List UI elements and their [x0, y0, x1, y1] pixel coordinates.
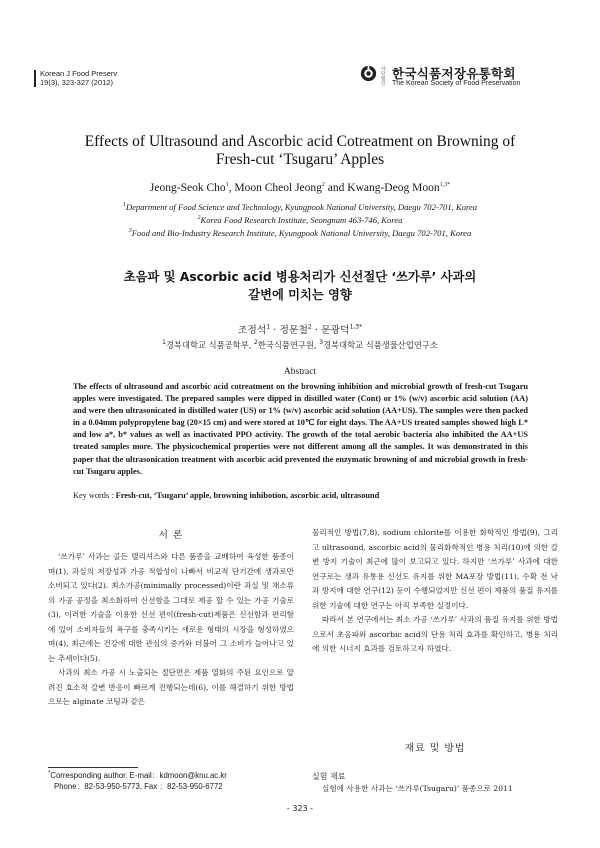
paragraph: ‘쓰가루’ 사과는 골든 델리셔스와 다른 품종을 교배하여 육성한 품종이며(1), 과실의 저장성과 가공 적합성이 나빠서 비교적 단기간에 생과로만 소비되고 있다(2). 최소가공(minimally processed)이란 과실 및 채소류의 가공 공정을 최소화하여 신선함을 그대로 제공 할 수 있는 가공 기술로(3), 이러한 기술을 이용한 신선 편이(fresh-cut)제품은 신선함과 편리함에 있어 소비자들의 욕구를 충족시키는 새로운 형태의 시장을 형성하였으며(4), 최근에는 건강에 대한 관심의 증가와 더불어 그 소비가 늘어나고 있는 추세이다(5).: [48, 552, 294, 663]
society-name-kr: 한국식품저장유통학회: [392, 66, 516, 81]
author-name-kr: 문광덕: [321, 325, 350, 336]
keywords-text: Fresh-cut, ‘Tsugaru’ apple, browning inhibotion, ascorbic acid, ultrasound: [115, 491, 380, 500]
authors-en: Jeong-Seok Cho$^1$, Moon Cheol Jeong$^2$ and Kwang-Deog Moon$^{1,3*}$: [149, 182, 451, 194]
paragraph: 따라서 본 연구에서는 최소 가공 ‘쓰가루’ 사과의 품질 유지를 위한 방법으로서 초음파와 ascorbic acid의 단용 처리 효과를 확인하고, 병용 처리에 의한 시너지 효과를 검토하고자 하였다.: [312, 615, 558, 654]
author-name: Kwang-Deog Moon: [347, 182, 440, 194]
affiliation-1: $^1$Department of Food Science and Technology, Kyungpook National University, Daegu 702-701, Korea: [122, 202, 478, 212]
methods-body: [312, 782, 558, 797]
journal-volume: 19(3), 323-327 (2012): [40, 78, 113, 87]
keywords: [73, 491, 528, 500]
affiliation-3: $^3$Food and Bio-Industry Research Institute, Kyungpook National University, Daegu 702-701, Korea: [128, 228, 472, 238]
keywords-label: Key words :: [73, 491, 114, 500]
author-name-kr: 조정석: [237, 325, 267, 336]
author-name: Moon Cheol Jeong: [234, 182, 322, 194]
society-name-en: The Korean Society of Food Preservation: [392, 80, 521, 87]
paper-title-en: Effects of Ultrasound and Ascorbic acid Cotreatment on Browning of Fresh-cut ‘Tsugaru’ Apples: [84, 133, 516, 168]
society-emblem-icon: [360, 65, 377, 82]
paragraph: 물리적인 방법(7,8), sodium chlorite를 이용한 화학적인 방법(9), 그리고 ultrasound, ascorbic acid의 물리화학적인 병용 처리(10)에 의한 갈변 방지 기술이 최근에 많이 보고되고 있다. 하지만 ‘쓰가루’ 사과에 대한 연구로는 생과 유통용 신선도 유지를 위한 MA포장 방법(11), 수확 전 낙과 방지에 대한 연구(12) 등이 수행되었지만 신선 편이 제품의 품질 유지를 위한 기술에 대한 연구는 아직 부족한 실정이다.: [312, 528, 558, 610]
methods-heading: 재료 및 방법: [404, 743, 466, 754]
paper-title-kr: 초음파 및 Ascorbic acid 병용처리가 신선절단 ‘쓰가루’ 사과의 갈변에 미치는 영향: [123, 270, 477, 302]
society-header: [360, 64, 560, 90]
footnote: *Corresponding author. E-mail：kdmoon@knu.ac.kr Phone：82-53-950-5773, Fax ：82-53-950-6772: [48, 770, 227, 791]
abstract-heading: Abstract: [283, 367, 317, 377]
intro-body-left: [48, 550, 294, 710]
journal-name: Korean J Food Preserv: [40, 69, 118, 78]
journal-citation: [40, 69, 117, 87]
page-number: - 323 -: [286, 804, 314, 813]
methods-subheading: 실험 재료: [312, 772, 346, 781]
authors-kr: 조정석$^1$ · 정문철$^2$ · 문광덕$^{1,3*}$: [237, 323, 363, 336]
affiliations-kr: $^1$경북대학교 식품공학부, $^2$한국식품연구원, $^3$경북대학교 식품생물산업연구소: [162, 339, 438, 350]
intro-heading: 서 론: [158, 530, 184, 541]
paragraph: 사과의 최소 가공 시 노출되는 절단면은 제품 열화의 주된 요인으로 알려진 효소적 갈변 반응이 빠르게 진행되는데(6), 이를 해결하기 위한 방법으로는 alginate 코팅과 같은: [48, 668, 294, 707]
intro-body-right: [312, 526, 558, 657]
contact-phone: Phone：82-53-950-5773, Fax ：82-53-950-6772: [54, 782, 223, 791]
affiliation-2: $^2$Korea Food Research Institute, Seongnam 463-746, Korea: [197, 215, 403, 225]
footnote-divider: [48, 767, 138, 768]
abstract-text: The effects of ultrasound and ascorbic acid cotreatment on the browning inhibition and microbial growth of fresh-cut Tsugaru apples were investigated. The prepared samples were dipped in distilled water (Cont) or 1% (w/v) ascorbic acid solution (AA) and were then ultrasonicated in distilled water (US) or 1% (w/v) ascorbic acid solution (AA+US). The samples were then packed in a 0.04mm polypropylene bag (20×15 cm) and were stored at 10℃ for eight days. The AA+US treated samples showed high L* and low a*, b* values as well as inactivated PPO activity. The growth of the total aerobic bacteria also inhibited the AA+US treated samples more. The physicochemical properties were not different among all the samples. It was demonstrated in this paper that the ultrasonication treatment with ascorbic acid prevented the enzymatic browning of and microbial growth in fresh-cut Tsugaru apples.: [73, 382, 528, 476]
society-type: 사단 법인: [380, 67, 386, 87]
author-name: Jeong-Seok Cho: [149, 182, 226, 194]
corresponding-author: Corresponding author. E-mail：kdmoon@knu.ac.kr: [50, 771, 227, 780]
paragraph: 실험에 사용한 사과는 ‘쓰가루(Tsugaru)’ 품종으로 2011: [322, 784, 513, 793]
author-name-kr: 정문철: [279, 325, 308, 336]
